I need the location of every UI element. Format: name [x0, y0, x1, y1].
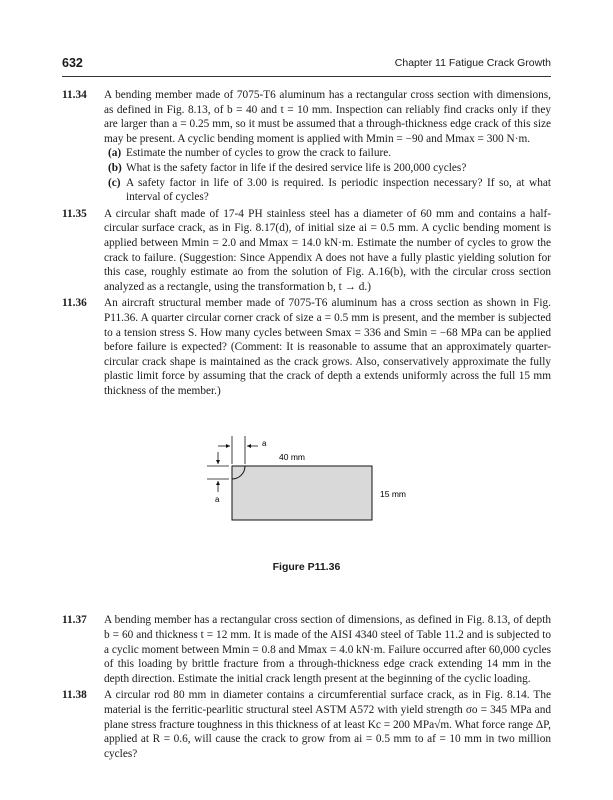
problem-11-37	[62, 613, 551, 686]
problem-part-c	[104, 176, 551, 205]
problem-parts	[104, 146, 551, 204]
problem-number: 11.38	[62, 689, 87, 702]
part-text: What is the safety factor in life if the desired service life is 200,000 cycles?	[126, 161, 467, 174]
chapter-title: Chapter 11 Fatigue Crack Growth	[394, 57, 551, 69]
page-header	[62, 56, 551, 72]
arrowhead	[216, 460, 220, 464]
problem-number: 11.36	[62, 297, 87, 310]
problem-text: A bending member has a rectangular cross section of dimensions, as defined in Fig. 8.13, of depth b = 60 and thickness t = 12 mm. It is made of the AISI 4340 steel of Table 11.2 and is subjected to a cyclic moment between Mmin = 0.8 and Mmax = 4.0 kN·m. Failure occurred after 60,000 cycles of this loading by brittle fracture from a through-thickness edge crack extending 14 mm in the depth direction. Estimate the initial crack length present at the beginning of the cyclic loading.	[104, 614, 551, 685]
width-label: 40 mm	[279, 452, 305, 463]
problem-number: 11.37	[62, 614, 87, 627]
page-number: 632	[62, 56, 83, 70]
problem-number: 11.34	[62, 89, 87, 101]
part-text: A safety factor in life of 3.00 is required. Is periodic inspection necessary? If so, at what interval of cycles?	[126, 176, 551, 204]
figure-caption: Figure P11.36	[272, 561, 341, 574]
header-rule	[62, 76, 551, 77]
part-text: Estimate the number of cycles to grow the crack to failure.	[126, 147, 392, 160]
cross-section-rect	[232, 466, 372, 520]
problem-part-a	[104, 146, 551, 161]
cross-section-diagram	[182, 406, 442, 556]
problem-number: 11.35	[62, 207, 87, 220]
arrowhead	[247, 444, 251, 448]
problem-text: A circular rod 80 mm in diameter contains a circumferential surface crack, as in Fig. 8.14. The material is the ferritic-pearlitic structural steel ASTM A572 with yield strength σo = 345 MPa and plane stress fracture toughness in this thickness of at least Kc = 200 MPa√m. What force range ΔP, applied at R = 0.6, will cause the crack to grow from ai = 0.5 mm to af = 10 mm in two million cycles?	[104, 689, 551, 760]
problem-list	[62, 88, 551, 761]
part-label: (b)	[108, 161, 122, 174]
problem-11-38	[62, 688, 551, 761]
figure-p11-36	[62, 398, 551, 613]
arrowhead	[216, 481, 220, 485]
problem-text: An aircraft structural member made of 7075-T6 aluminum has a cross section as shown in Fig. P11.36. A quarter circular corner crack of size a = 0.5 mm is present, and the member is subjected to a tension stress S. How many cycles between Smax = 336 and Smin = −68 MPa can be applied before failure is expected? (Comment: It is reasonable to assume that an approximately quarter-circular crack shape is maintained as the crack grows. Also, conservatively approximate the fully plastic limit force by assuming that the crack of depth a extends uniformly across the full 15 mm thickness of the member.)	[104, 297, 551, 397]
part-label: (a)	[108, 147, 122, 160]
part-label: (c)	[108, 176, 121, 189]
crack-label-left: a	[215, 495, 220, 505]
problem-11-35	[62, 207, 551, 295]
problem-11-34	[62, 88, 551, 205]
problem-text: A circular shaft made of 17-4 PH stainless steel has a diameter of 60 mm and contains a half-circular surface crack, as in Fig. 8.17(d), of initial size ai = 0.5 mm. A cyclic bending moment is applied between Mmin = 2.0 and Mmax = 14.0 kN·m. Estimate the number of cycles to grow the crack to failure. (Suggestion: Since Appendix A does not have a fully plastic yielding solution for this case, roughly estimate ao from the solution of Fig. A.16(b), with the circular cross section analyzed as a rectangle, using the transformation b, t → d.)	[104, 207, 551, 293]
arrowhead	[226, 444, 230, 448]
height-label: 15 mm	[380, 489, 406, 500]
crack-label-top: a	[262, 439, 267, 449]
problem-text: A bending member made of 7075-T6 aluminum has a rectangular cross section with dimensions, as defined in Fig. 8.13, of b = 40 and t = 10 mm. Inspection can reliably find cracks only if they are larger than a = 0.25 mm, so it must be assumed that a through-thickness edge crack of this size may be present. A cyclic bending moment is applied with Mmin = −90 and Mmax = 300 N·m.	[104, 89, 551, 145]
problem-part-b	[104, 161, 551, 176]
problem-11-36	[62, 296, 551, 398]
